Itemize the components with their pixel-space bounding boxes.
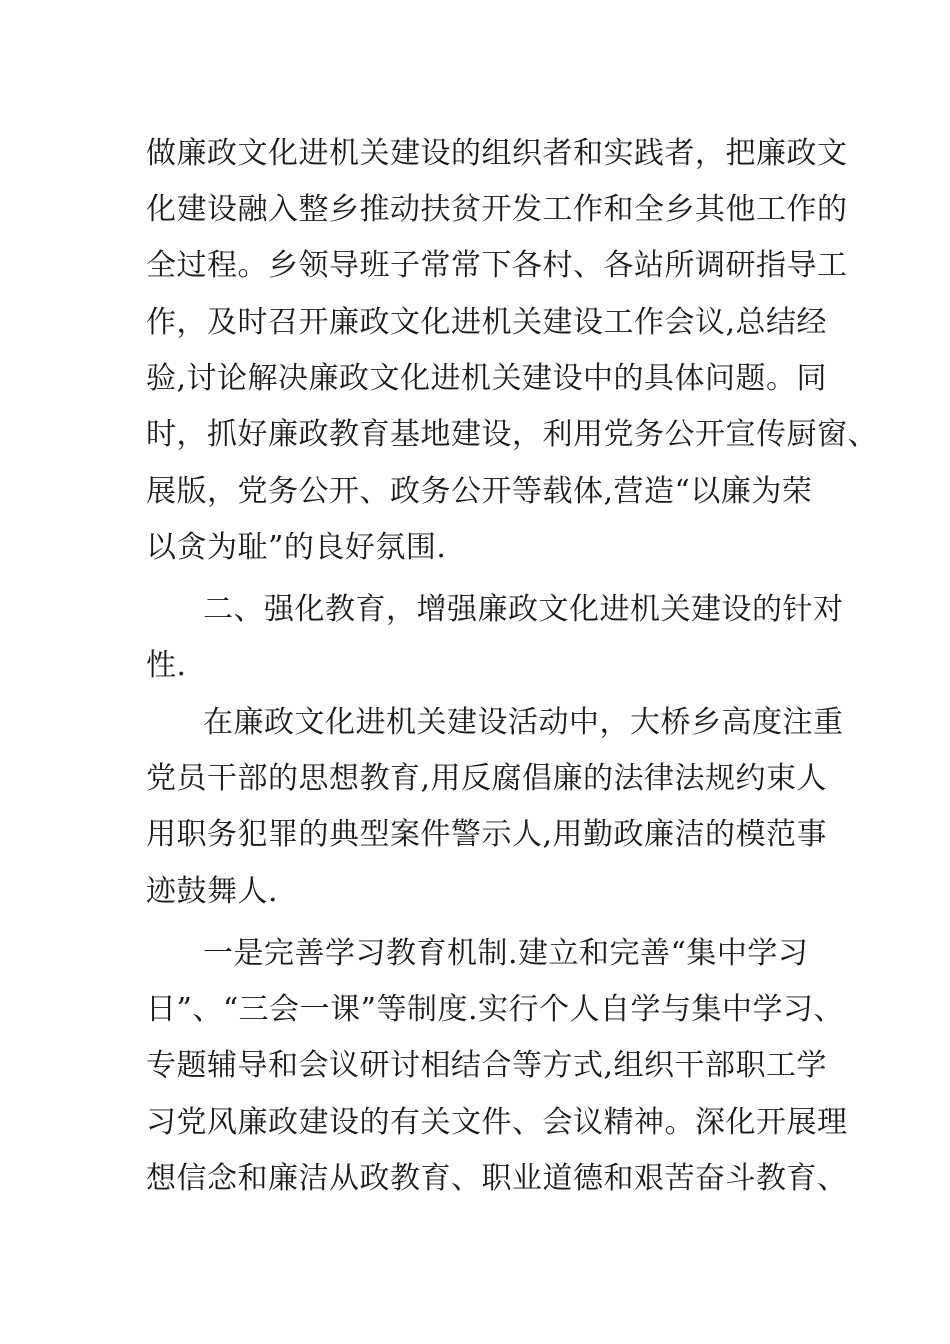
text-line: 日”、“三会一课”等制度.实行个人自学与集中学习、 [146, 992, 845, 1027]
text-line: 验,讨论解决廉政文化进机关建设中的具体问题。同 [146, 361, 828, 396]
text-line: 迹鼓舞人. [146, 874, 279, 909]
text-line: 想信念和廉洁从政教育、职业道德和艰苦奋斗教育、 [146, 1161, 848, 1196]
text-line: 化建设融入整乡推动扶贫开发工作和全乡其他工作的 [146, 192, 848, 227]
text-line: 以贪为耻”的良好氛围. [146, 530, 447, 565]
text-line: 时，抓好廉政教育基地建设，利用党务公开宣传厨窗、 [146, 417, 878, 452]
text-line: 党员干部的思想教育,用反腐倡廉的法律法规约束人 [146, 761, 828, 796]
text-line: 习党风廉政建设的有关文件、会议精神。深化开展理 [146, 1105, 848, 1140]
text-line: 做廉政文化进机关建设的组织者和实践者，把廉政文 [146, 136, 848, 171]
paragraph-start: 一是完善学习教育机制.建立和完善“集中学习 [203, 936, 809, 971]
text-line: 用职务犯罪的典型案件警示人,用勤政廉洁的模范事 [146, 817, 828, 852]
text-line: 展版，党务公开、政务公开等载体,营造“以廉为荣 [146, 474, 813, 509]
text-line: 专题辅导和会议研讨相结合等方式,组织干部职工学 [146, 1048, 828, 1083]
paragraph-start: 在廉政文化进机关建设活动中，大桥乡高度注重 [203, 705, 844, 740]
text-line: 全过程。乡领导班子常常下各村、各站所调研指导工 [146, 248, 848, 283]
section-heading: 二、强化教育，增强廉政文化进机关建设的针对 [203, 592, 844, 627]
section-heading-continued: 性. [146, 648, 187, 683]
text-line: 作，及时召开廉政文化进机关建设工作会议,总结经 [146, 305, 828, 340]
